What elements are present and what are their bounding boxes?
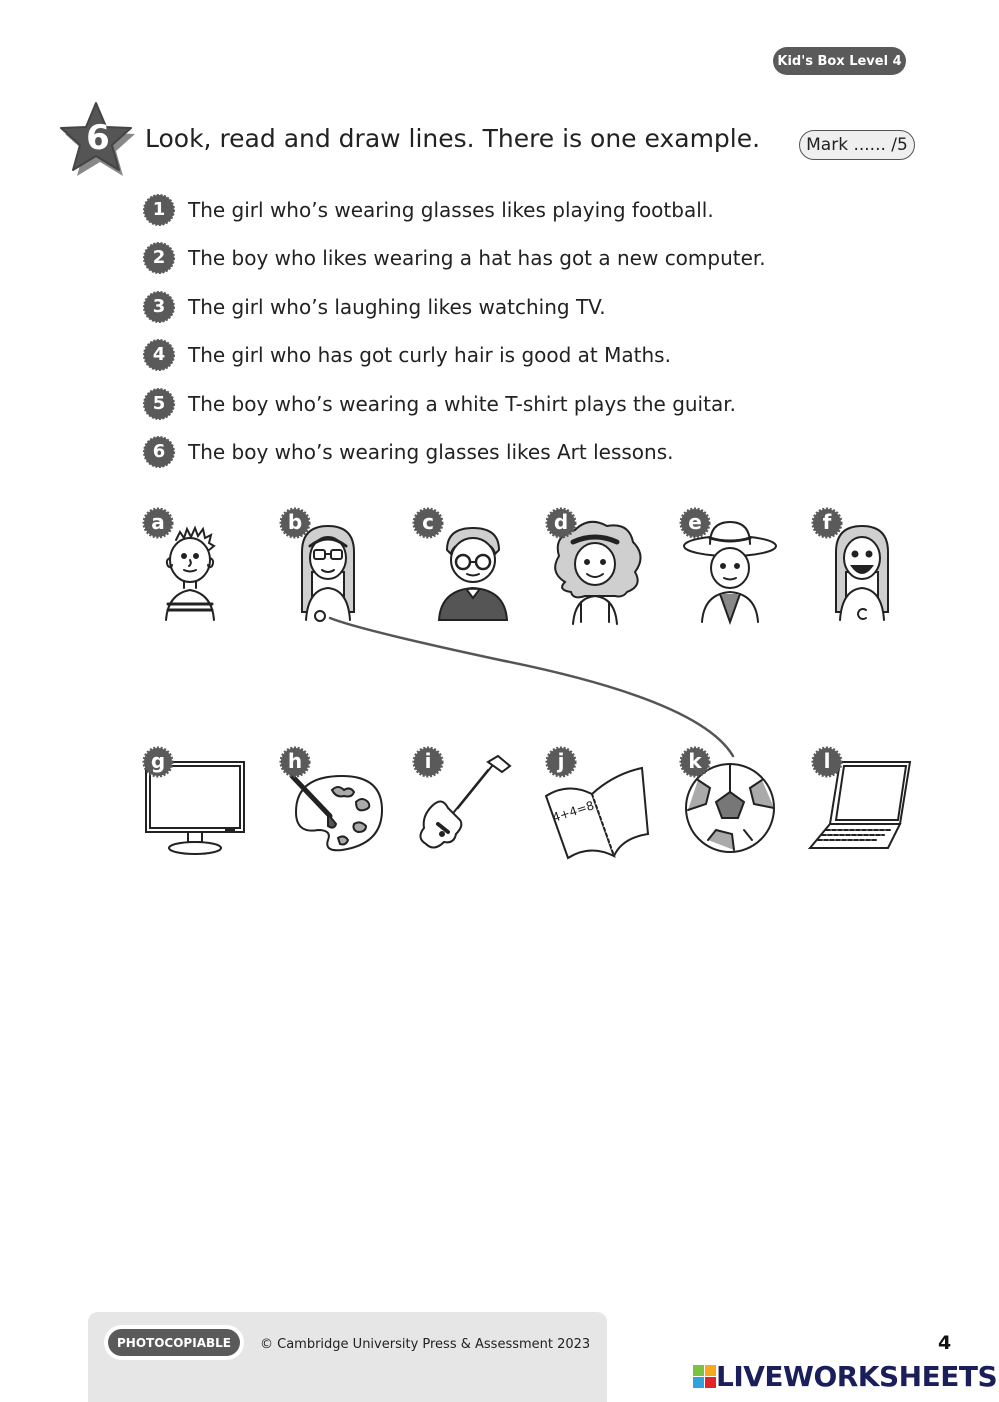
picture-letter: i [424, 749, 432, 773]
question-number: 1 [152, 199, 166, 220]
picture-letter: g [150, 749, 166, 773]
photocopiable-badge [108, 1329, 240, 1356]
mark-label: Mark ...... /5 [806, 135, 908, 155]
question-number: 2 [152, 247, 166, 268]
liveworksheets-logo-icon [692, 1364, 718, 1390]
question-text: The boy who likes wearing a hat has got a new computer. [188, 246, 766, 270]
picture-letter: d [553, 510, 569, 534]
picture-letter: e [688, 510, 702, 534]
level-label: Kid's Box Level 4 [777, 53, 902, 69]
picture-letter: c [422, 510, 434, 534]
photocopiable-label: PHOTOCOPIABLE [117, 1335, 231, 1350]
question-text: The girl who’s wearing glasses likes playing football. [188, 198, 714, 222]
question-text: The boy who’s wearing glasses likes Art lessons. [188, 440, 674, 464]
question-number: 6 [152, 441, 166, 462]
question-text: The boy who’s wearing a white T-shirt plays the guitar. [188, 392, 736, 416]
exercise-number: 6 [86, 118, 110, 158]
picture-letter: h [287, 749, 303, 773]
picture-letter: k [688, 749, 702, 773]
question-number: 4 [152, 344, 166, 365]
picture-letter: l [823, 749, 831, 773]
picture-letter: b [287, 510, 303, 534]
liveworksheets-brand: LIVEWORKSHEETS [716, 1360, 998, 1393]
math-note: 4+4=8 [550, 798, 596, 825]
copyright-text: © Cambridge University Press & Assessment 2023 [260, 1337, 591, 1352]
question-text: The girl who has got curly hair is good at Maths. [188, 343, 671, 367]
picture-letter: j [557, 749, 565, 773]
question-number: 5 [152, 393, 166, 414]
question-text: The girl who’s laughing likes watching TV. [188, 295, 606, 319]
question-number: 3 [152, 296, 166, 317]
picture-letter: f [822, 510, 832, 534]
picture-letter: a [151, 510, 165, 534]
exercise-instruction: Look, read and draw lines. There is one example. [145, 124, 761, 153]
page-number: 4 [938, 1332, 952, 1354]
